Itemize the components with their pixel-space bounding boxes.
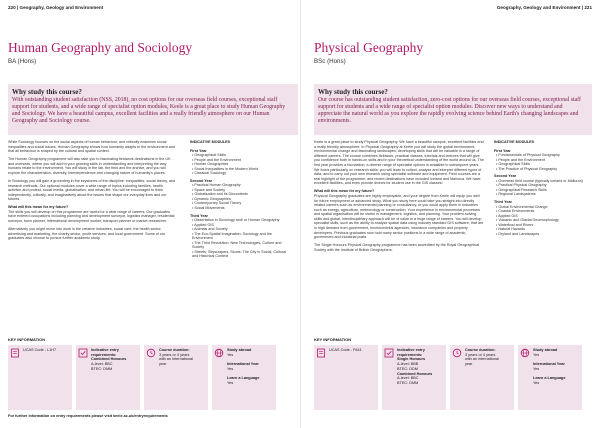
entry-requirements-icon [384,348,394,358]
key-info-text [465,348,499,407]
key-info-text [533,348,566,407]
body-paragraph: The skills you will develop on this programme are useful for a wide range of careers. Our graduates have entered occupations including planning and development surveyor, logistics manager, residential surveyor, town planner, international development worker, transport planner or market researcher. [8,209,175,224]
module-list [494,179,594,197]
bullet-dash: • [192,205,195,210]
key-info-label: Course duration: [159,348,190,352]
module-name: Social Inequalities in the Modern World [194,166,259,171]
key-info-line: A-level: BBB [397,362,419,367]
key-info-line: Single Honours [397,357,426,362]
body-paragraph: The Human Geography programme will also take you to fascinating fieldwork destinations in the UK and overseas, where you will add to your growing skills in understanding and interpreting the way humans relate to the environment. You will study in the lab, the field and the archive, and you will explore the characteristics, diversity, interdependence and changing nature of humanity's places. [8,157,171,175]
module-item [494,232,594,237]
course-duration-icon [146,348,156,358]
module-list [494,205,594,237]
why-study-text: With outstanding student satisfaction (NSS, 2018), no cost options for our overseas field courses, exceptional staff support for students, and a wide range of specialist option modules, Keele is a great place to study Human Geography and Sociology. We have a beautiful campus, excellent facilities and a really friendly atmosphere on our Human Geography and Sociology course. [12,97,286,125]
key-info-label: Study abroad [533,348,558,352]
bullet-dash: • [192,196,195,201]
key-info-text [23,348,56,407]
module-name: Applied GIS [194,222,214,227]
key-information-heading: KEY INFORMATION [8,337,46,342]
bullet-dash: • [496,204,499,209]
key-info-line: Combined Honours [91,357,127,362]
module-list [494,153,594,171]
right-page [300,0,600,428]
key-info-line: Yes [533,380,540,385]
bullet-dash: • [192,183,195,188]
key-info-line: Yes [533,366,540,371]
page-number: 221 [584,5,592,10]
bullet-dash: • [496,227,499,232]
year-heading: First Year [190,148,207,153]
module-name: Geographical Skills [498,162,530,166]
key-info-box [8,345,72,410]
bullet-dash: • [496,209,499,214]
key-info-text [159,348,193,407]
module-name: Practical Physical Geography [498,183,547,188]
module-name: Classical Sociology [194,171,227,175]
key-info-line: Yes [227,352,234,357]
module-item [190,250,290,259]
module-name: Coastal Environments [498,209,535,214]
running-head-divider: | [16,5,20,10]
key-info-line: International Year [227,362,259,367]
key-info-box [144,345,208,410]
key-info-line: 3 years or 4 years [159,352,190,357]
bullet-dash: • [192,218,195,223]
module-item [494,192,594,197]
module-name: Globalisation and its Discontents [194,192,248,197]
why-study-panel [8,84,298,135]
module-name: Overseas field course (typically Iceland or Mallorca) [498,178,583,183]
module-name: Contemporary Social Theory [194,201,242,206]
module-item [190,171,290,176]
key-info-line: year [465,362,473,367]
body-paragraph: The Single Honours Physical Geography programme has been accredited by the Royal Geographical Society with the Institute of British Geographers. [314,243,480,252]
key-info-line: A-level: BBC [91,362,113,367]
key-info-line: Combined Honours [397,371,433,376]
why-study-panel [314,84,592,135]
key-info-text [329,348,362,407]
bullet-dash: • [192,231,195,236]
body-paragraph: Keele is a great place to study Physical Geography. We have a beautiful campus, excellent facilities and a really friendly atmosphere. In Physical Geography at Keele you will study the global environment, environmental change and fascinating landscapes, developing skills that will be valuable in a range of different careers. The course combines fieldwork, practical classes, tutorials and lectures that will give you confidence both in hands-on skills and in your theoretical understanding of the world around us. The first year provides a foundation; a diverse range of specialist options is available in subsequent years. We focus particularly on research skills: you will learn to collect, analyse and interpret different types of data, and to carry out your own research using specialist software and equipment. Field courses are a real highlight of the programme, and recent destinations have included Iceland and Mallorca. We have excellent facilities, and even provide drones for student use in the GIS classes! [314,140,484,186]
module-list [190,183,290,210]
body-paragraph: Physical Geography graduates are highly employable, and your degree from Keele will equip you well for future employment or advanced study. What you study here could take you straight into directly related careers such as environmental planning or consultancy, or you could apply them in industries such as energy, agriculture, meteorology or construction. Your experience in environmental processes and spatial organisation will be useful in management, logistics, and planning. Your problem-solving skills and global, interdisciplinary approach will be of value in a huge range of careers. You will develop specialist skills, such as the ability to analyse spatial data using industry standard GIS software, that are in high demand from government, environmental agencies, insurance companies and property developers. Previous graduates now hold many senior positions in a wide range of academic, government and industrial posts. [314,193,484,240]
bullet-dash: • [496,218,499,223]
running-head-divider: | [581,5,585,10]
bullet-dash: • [496,157,499,162]
section-name: Geography, Geology and Environment [19,5,104,10]
key-info-line: International Year [533,362,565,367]
section-name: Geography, Geology and Environment [496,5,581,10]
module-name: Fundamentals of Physical Geography [498,153,560,157]
body-text [8,140,176,244]
footer-note: For further information on entry requirements please visit keele.ac.uk/entryrequirements [8,414,168,418]
bullet-dash: • [192,157,195,162]
running-head [8,5,103,10]
module-name: Global Environmental Change [498,204,548,209]
module-name: Streets, Skyscrapers, Slums: The City in Social, Cultural and Historical Context [192,249,287,259]
module-name: Volcanic and Glacial Geomorphology [498,218,559,223]
key-info-line: UCAS Code - F841 [329,348,362,352]
module-name: People and the Environment [498,157,545,162]
page-number: 220 [8,5,16,10]
indicative-modules [494,140,594,236]
body-paragraph: In Sociology you will gain a grounding in the keystones of the discipline: inequalities, social theory, and research methods. Our optional modules cover a wide range of topics including families, health, activism and protest, social media, globalisation, and urban life. You will be encouraged to think independently, critically, and imaginatively about the issues that shape our everyday lives and our futures. [8,178,175,202]
module-name: Dissertation in Sociology and/ or Human Geography [194,218,280,223]
key-information-heading: KEY INFORMATION [314,337,352,342]
module-name: Waterfowl and Rivers [498,222,534,227]
modules-heading: INDICATIVE MODULES [494,140,535,144]
sub-heading: What will this mean for my future? [8,205,69,210]
key-info-line: with an International [159,357,193,362]
bullet-dash: • [496,153,499,157]
course-title: Physical Geography [314,40,424,55]
key-info-text [227,348,260,407]
bullet-dash: • [192,222,195,227]
year-heading: Third Year [190,213,208,218]
bullet-dash: • [192,166,195,171]
body-paragraph: Alternatively you might move into work in the creative industries, social care, the health sector, advertising and marketing, the charity sector, youth services, and local government. Some of our graduates also choose to pursue further academic study. [8,227,166,241]
module-name: Animals and Society [194,227,228,232]
sub-heading: What will this mean for my future? [314,189,375,194]
key-info-line: BTEC: DDM [397,366,418,371]
key-info-label: Course duration: [465,348,496,352]
module-name: Regional Landsystems [498,192,536,197]
bullet-dash: • [496,178,499,183]
running-head [497,5,592,10]
module-name: Dryland and Landscapes [498,231,540,236]
module-name: Practical Human Geography [194,183,241,188]
key-info-line: UCAS Code - L1H7 [23,348,57,352]
key-info-line: 3 years or 4 years [465,352,496,357]
module-name: Space and Society [194,187,226,192]
body-paragraph: While Sociology focuses on the social aspects of human behaviour, and critically examines social inequalities and social issues, Human Geography shows how humanity adapts to the environment and that all behaviour is shaped by the cultural and spatial context. [8,140,175,154]
key-info-label: Indicative entry requirements: [397,348,425,357]
bullet-dash: • [192,240,195,245]
course-award: BSc (Hons) [314,58,346,65]
key-info-box [382,345,446,410]
bullet-dash: • [496,162,499,166]
why-study-heading: Why study this course? [12,88,82,96]
study-abroad-icon [520,348,530,358]
study-abroad-icon [214,348,224,358]
bullet-dash: • [496,213,499,218]
key-info-line: Learn a Language [227,376,260,381]
key-info-box [450,345,514,410]
year-heading: Second Year [494,174,517,179]
bullet-dash: • [496,222,499,227]
bullet-dash: • [496,183,499,188]
key-info-text [397,348,444,407]
bullet-dash: • [496,231,499,236]
why-study-heading: Why study this course? [318,88,388,96]
modules-heading: INDICATIVE MODULES [190,140,231,144]
key-info-line: with an international [465,357,499,362]
module-name: Geographical Skills [194,153,226,157]
key-info-line: Learn a Language [533,376,566,381]
ucas-code-icon [316,348,326,358]
module-name: Geographical Research Skills [498,187,547,192]
module-item [190,206,290,211]
key-info-box [76,345,140,410]
course-award: BA (Hons) [8,58,37,65]
module-name: Natural Hazards [498,227,525,232]
bullet-dash: • [192,153,195,157]
key-info-line: Yes [227,380,234,385]
key-info-box [518,345,582,410]
bullet-dash: • [192,187,195,192]
bullet-dash: • [192,201,195,206]
year-heading: Second Year [190,178,213,183]
key-info-label: Indicative entry requirements: [91,348,119,357]
indicative-modules [190,140,290,259]
module-name: Social Movements [194,205,225,210]
module-list [190,218,290,259]
bullet-dash: • [496,187,499,192]
entry-requirements-icon [78,348,88,358]
key-info-box [314,345,378,410]
year-heading: First Year [494,148,511,153]
module-item [190,232,290,241]
key-info-line: year [159,362,167,367]
key-info-line: BTEC: DMM [91,366,113,371]
bullet-dash: • [192,192,195,197]
bullet-dash: • [496,166,499,171]
module-name: The Practice of Physical Geography [498,166,558,171]
module-name: People and the Environment [194,157,241,162]
ucas-code-icon [10,348,20,358]
key-info-line: BTEC: DMM [397,380,419,385]
key-info-label: Study abroad [227,348,252,352]
key-information-row [314,345,586,410]
key-info-box [212,345,276,410]
course-duration-icon [452,348,462,358]
module-name: The Eco-Spatial Imagination: Sociology and the Environment [192,231,272,241]
year-heading: Third Year [494,200,512,205]
module-name: Applied GIS [498,213,518,218]
bullet-dash: • [496,192,499,197]
bullet-dash: • [192,227,195,232]
module-name: Dynamic Geographies [194,196,231,201]
course-title: Human Geography and Sociology [8,40,193,55]
key-info-line: Yes [227,366,234,371]
bullet-dash: • [192,162,195,166]
key-info-line: A-level: BBC [397,376,419,381]
module-name: Human Geographies [194,162,229,166]
module-list [190,153,290,176]
module-name: The Third Revolution: New Technologies, Culture and Society [192,240,282,250]
key-info-line: Yes [533,352,540,357]
bullet-dash: • [192,171,195,175]
bullet-dash: • [192,249,195,254]
module-item [190,241,290,250]
body-text [314,140,484,256]
module-item [494,167,594,172]
key-info-text [91,348,138,407]
key-information-row [8,345,280,410]
why-study-text: Our course has outstanding student satisfaction, zero-cost options for our overseas field courses, exceptional staff support for students and a wide range of specialist option modules. Discover new ways to understand and appreciate the natural world as you explore the rapidly evolving science behind Earth's changing landscapes and environments. [318,97,581,125]
